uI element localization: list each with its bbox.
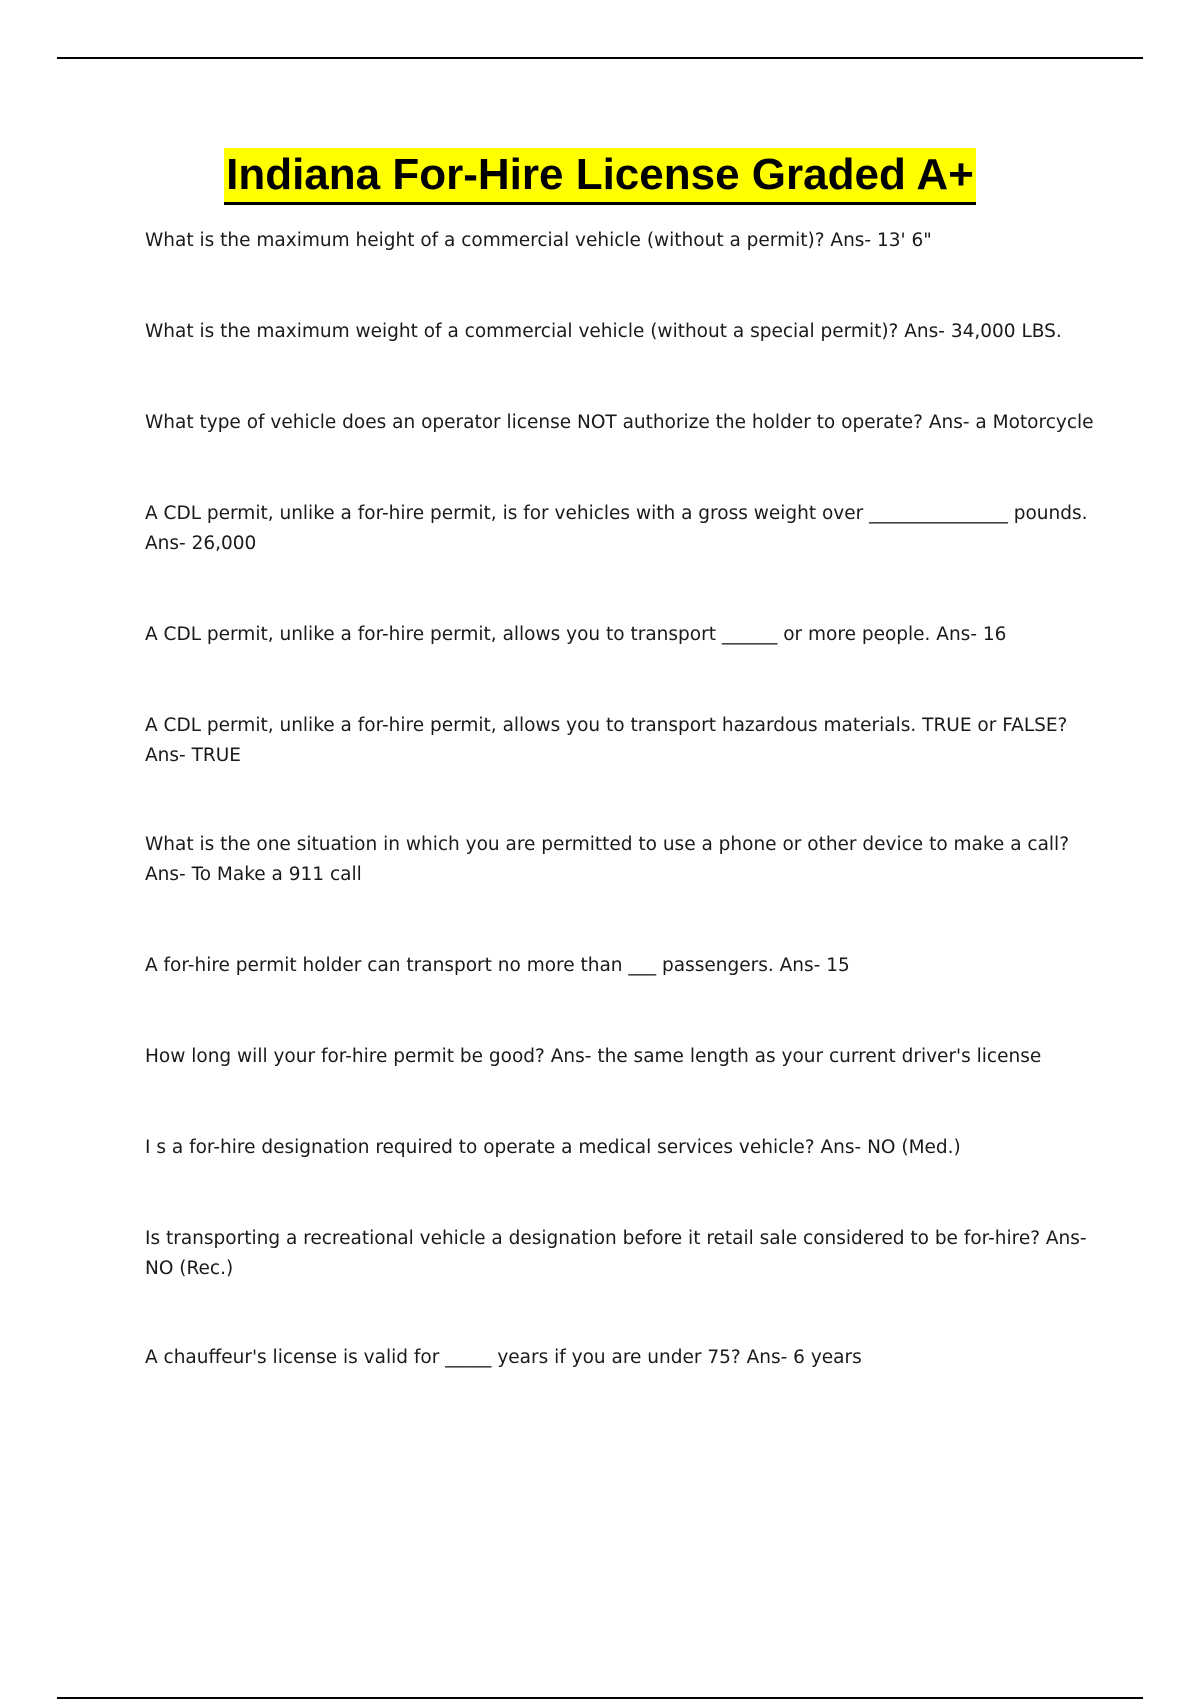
qa-item-9: How long will your for-hire permit be good? Ans- the same length as your current driver's license bbox=[145, 1046, 1042, 1067]
qa-item-10: I s a for-hire designation required to operate a medical services vehicle? Ans- NO (Med.) bbox=[145, 1137, 961, 1158]
qa-item-8: A for-hire permit holder can transport no more than ___ passengers. Ans- 15 bbox=[145, 955, 850, 976]
qa-item-12: A chauffeur's license is valid for _____ years if you are under 75? Ans- 6 years bbox=[145, 1347, 862, 1368]
qa-item-7: What is the one situation in which you are permitted to use a phone or other device to make a call? Ans- To Make a 911 call bbox=[145, 834, 1070, 885]
title-container bbox=[0, 148, 1200, 205]
qa-item-4: A CDL permit, unlike a for-hire permit, is for vehicles with a gross weight over _______________ pounds. Ans- 26,000 bbox=[145, 503, 1088, 554]
qa-item-6: A CDL permit, unlike a for-hire permit, allows you to transport hazardous materials. TRUE or FALSE? Ans- TRUE bbox=[145, 715, 1068, 766]
qa-item-1: What is the maximum height of a commercial vehicle (without a permit)? Ans- 13' 6" bbox=[145, 230, 932, 251]
qa-item-5: A CDL permit, unlike a for-hire permit, allows you to transport ______ or more people. Ans- 16 bbox=[145, 624, 1007, 645]
top-rule bbox=[57, 57, 1143, 59]
qa-item-3: What type of vehicle does an operator license NOT authorize the holder to operate? Ans- a Motorcycle bbox=[145, 412, 1094, 433]
qa-item-11: Is transporting a recreational vehicle a designation before it retail sale considered to be for-hire? Ans- NO (Rec.) bbox=[145, 1228, 1087, 1279]
bottom-rule bbox=[57, 1697, 1143, 1699]
document-title: Indiana For-Hire License Graded A+ bbox=[224, 148, 976, 205]
qa-item-2: What is the maximum weight of a commercial vehicle (without a special permit)? Ans- 34,000 LBS. bbox=[145, 321, 1062, 342]
